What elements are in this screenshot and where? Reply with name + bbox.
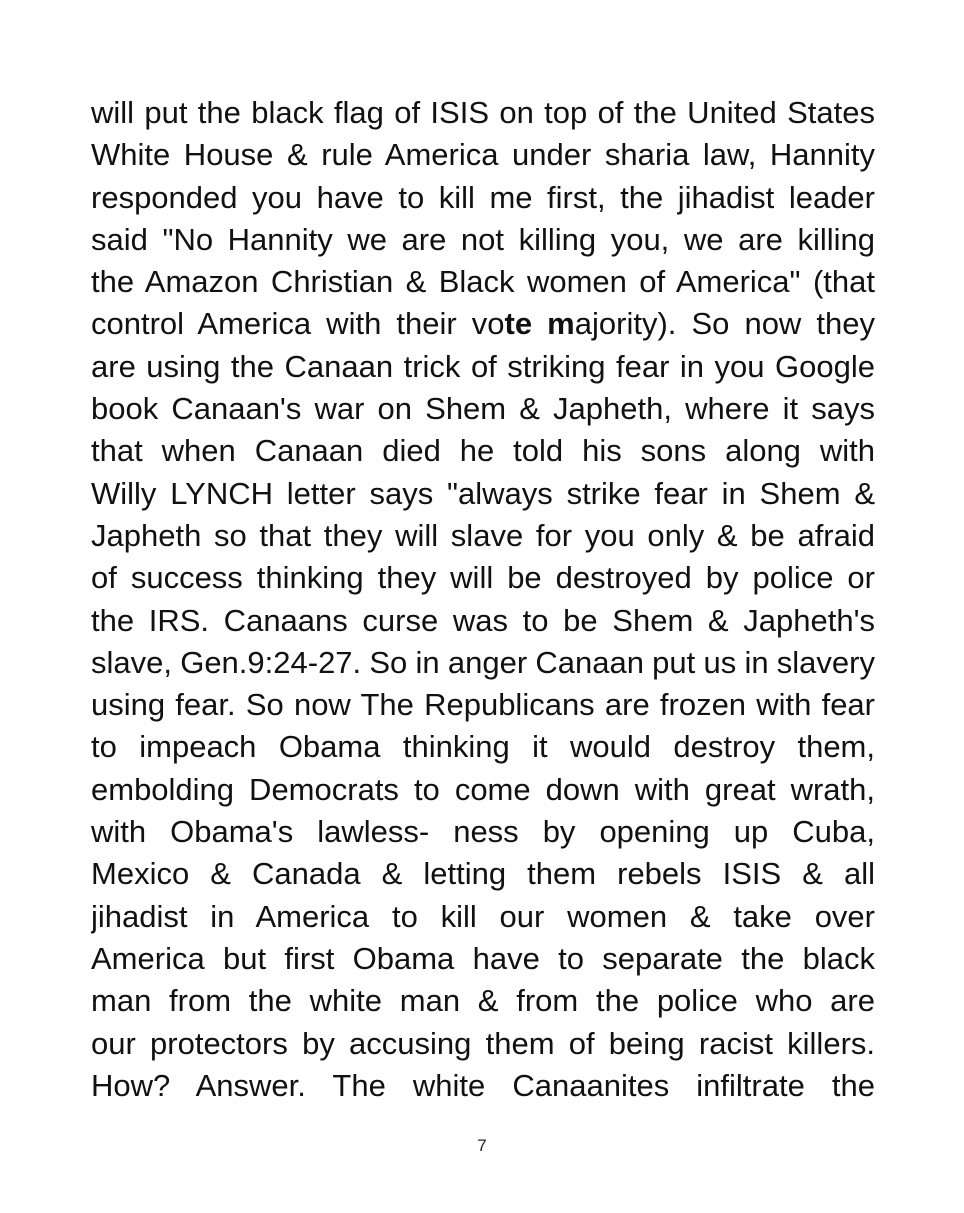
text-line: Mexico & Canada & letting them rebels ISIS & all (91, 856, 875, 892)
text-line: said "No Hannity we are not killing you, we are killing (91, 221, 875, 257)
text-segment (532, 306, 547, 341)
text-line: to impeach Obama thinking it would destroy them, (91, 729, 875, 765)
text-line: are using the Canaan trick of striking fear in you Google (91, 348, 875, 384)
text-line: our protectors by accusing them of being racist killers. (91, 1025, 875, 1061)
text-line: White House & rule America under sharia law, Hannity (91, 137, 875, 173)
body-text (91, 92, 875, 1107)
text-line-with-bold (91, 303, 875, 345)
text-line: book Canaan's war on Shem & Japheth, where it says (91, 391, 875, 427)
text-line: jihadist in America to kill our women & take over (91, 898, 875, 934)
text-line: the Amazon Christian & Black women of America" (that (91, 264, 875, 300)
text-line: America but first Obama have to separate the black (91, 940, 875, 976)
text-line: embolding Democrats to come down with great wrath, (91, 771, 875, 807)
text-line: man from the white man & from the police who are (91, 983, 875, 1019)
bold-segment: m (547, 306, 575, 342)
text-line: Japheth so that they will slave for you only & be afraid (91, 517, 875, 553)
text-line: responded you have to kill me first, the jihadist leader (91, 179, 875, 215)
page-number: 7 (477, 1136, 487, 1155)
text-segment: ajority). So now they (574, 306, 875, 342)
text-line: of success thinking they will be destroyed by police or (91, 560, 875, 596)
text-line: slave, Gen.9:24-27. So in anger Canaan put us in slavery (91, 644, 875, 680)
text-line: will put the black flag of ISIS on top of the United States (91, 95, 875, 130)
text-segment: control America with their vo (91, 306, 505, 342)
text-line: using fear. So now The Republicans are frozen with fear (91, 687, 875, 723)
text-line: How? Answer. The white Canaanites infiltrate the (91, 1067, 875, 1103)
text-line: Willy LYNCH letter says "always strike fear in Shem & (91, 475, 875, 511)
text-line: the IRS. Canaans curse was to be Shem & Japheth's (91, 602, 875, 638)
text-line: that when Canaan died he told his sons along with (91, 433, 875, 469)
text-line: with Obama's lawless- ness by opening up Cuba, (91, 814, 875, 850)
bold-segment: te (504, 306, 533, 342)
